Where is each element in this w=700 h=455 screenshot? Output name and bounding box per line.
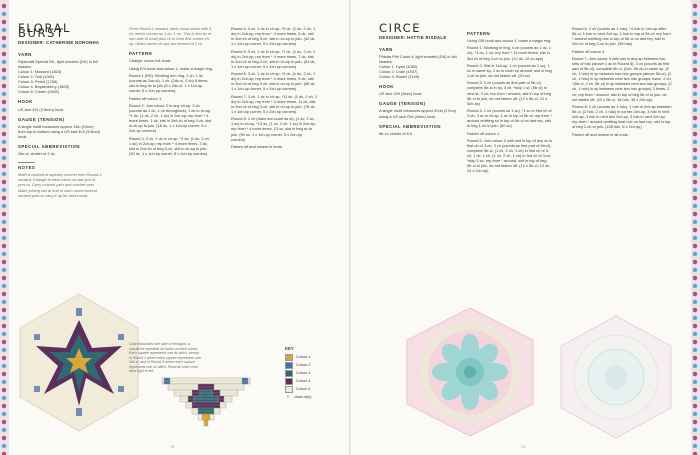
pattern-instruction: Round 5: Join colour 2 with slst in top of any sc in first ch of 3-ch, 3 ch (counts as first part of 5tr-cl), complete 5tr-cl, (1 ch, 2 ch, 1 ch) in first ch of 3-ch, 1 dc, 1 ch, (1 ch, 2 ch, 1 ch) in 3rd ch of 3-ch, *skip 3 sc, rep from * around, slst in top of beg 5tr-cl to join, do not fasten off. (12 x 5tr-cl, 12 dc, 24 x 2ch-sp)	[467, 137, 553, 174]
hook-text: US size E/4 (3.5mm) hook	[18, 106, 64, 112]
swatch-colour-4	[285, 378, 293, 385]
colour-chart	[158, 376, 254, 432]
gauge-text: A single motif measures approx 11in (19cm) from top to bottom using a US size E/4 (3.5mm) hook.	[18, 123, 101, 139]
yarn-line: Colour 1: Mustard (1823)	[18, 68, 62, 74]
pattern-instruction: Round 8: 1 ch (does not count as st), (1 sc, 2 sc, 1 sc) in ch-sp, *13 sc, (1 sc, 2 ch, 1 sc) in 2ch-sp; rep from * 4 more times, 13 sc, slst in beg sc to join. (90 sc, 1 x 1ch-sp corner, 5 x 2ch-sp corners)	[231, 116, 316, 142]
yarn-line: Colour 3: Rosee (1149)	[379, 74, 420, 80]
designer-credit: DESIGNER: HATTIE RISDALE	[379, 35, 447, 41]
gauge-text: A single motif measures approx 6¾in (17cm) using a US size G/6 (4mm) hook.	[379, 108, 456, 119]
key-item	[285, 353, 335, 361]
pattern-instruction: Round 7: 3 ch, 1 dc in ch-sp, *11 dc, (1 dc, 2 ch, 1 dc) in 2ch-sp; rep from * 4 more times, 11 dc, slst in 2nd ch of beg 3-ch, slst in ch-sp to join. (78 dc, 1 x 1ch-sp corner, 5 x 2ch-sp corners)	[231, 93, 318, 114]
pattern-instruction: Round 4: 1 ch (counts as 1 sc), *1 sc in first ch of 3-ch, 3 sc in ch-sp, 1 sc in top of 5tr-cl; rep from * around omitting sc in top of 5tr-cl on last rep, slst in beg 1-ch to join. (60 sc)	[467, 107, 552, 129]
key-item	[285, 361, 335, 369]
special-abbreviation-heading: SPECIAL ABBREVIATION	[18, 144, 80, 149]
pattern-heading: PATTERN	[467, 31, 491, 36]
yarn-list	[379, 54, 463, 79]
pattern-instruction: Using G/6 hook and colour 1, make a magic ring.	[467, 38, 552, 44]
pattern-instruction: Fasten off colour 1.	[467, 130, 501, 136]
pattern-instruction: Round 1: Working in ring, 4 ch (counts as 1 dc, 1 ch), *1 dc, 1 ch; rep from * 11 more times, slst in 3rd ch of beg 4-ch to join. (12 dc, 12 ch-sps)	[467, 45, 552, 61]
yarn-line: Colour 4: Boysenberry (1828)	[18, 84, 70, 90]
right-page	[351, 0, 700, 455]
yarn-line: Colour 3: Petrol (1708)	[18, 79, 58, 85]
pattern-instruction: Round 6: 2 ch (counts as 1 hdc), *4 hdc in 2ch-sp after 5tr-cl, 1 hdc in next 2ch-sp, 1 hdc in top of 5tr-cl; rep from * around omitting hdc in top of 5tr-cl on last rep, slst in 2nd ch of beg 2-ch to join. (96 hdc)	[572, 26, 671, 47]
pattern-instruction: Fasten off and weave in all ends.	[572, 131, 629, 137]
page-number: 70	[170, 445, 175, 449]
swatch-colour-2	[285, 362, 293, 369]
pattern-instruction: Using E/4 hook and colour 1, make a magic ring.	[129, 65, 213, 71]
chart-key	[285, 346, 335, 401]
key-item	[285, 377, 335, 385]
yarn-heading: YARN	[18, 51, 32, 57]
page-number: 71	[521, 445, 526, 449]
left-column-3	[231, 26, 317, 151]
key-item	[285, 393, 335, 401]
right-column-1	[379, 21, 463, 136]
designer-credit: DESIGNER: CATHERINE NORONHA	[18, 40, 100, 46]
right-column-3	[572, 26, 672, 139]
yarn-line: Colour 1: Cyan (1082)	[379, 63, 418, 69]
pattern-instruction: Change colour foll chart.	[129, 58, 172, 64]
special-abbreviation-heading: SPECIAL ABBREVIATION	[379, 123, 441, 129]
chart-note: Chart illustrates one side of hexagon; is should be repeated six times on each round. Each square represents one dc stitch, except in Round 1 where each square represents one 2dc-cl, and in Round 8 where each square represents one sc stitch. Read all chart rows from right to left.	[129, 342, 201, 373]
pattern-instruction: Round 7: Join colour 3 with slst in any sp between two sets of hdc (above 1 dc in Round 5), 3 ch (counts as first part of 5tr-cl), complete 5tr-cl, (2ch, 5tr-cl) in same sp, (2 ch, 1 hdc) in sp between two hdc groups (above 5tr-cl), (2 ch, 1 hdc) in sp between next two hdc groups; twice, 2 ch, *(5tr-cl, 2 ch, 5tr-cl) in sp between next two hdc groups, (2 ch, 1 hdc) in sp between next two hdc groups) 3 times, 2 ch; rep from * around, slst in top of beg 5tr-cl to join, do not fasten off. (12 x 5tr-cl, 16 hdc, 36 x 2ch-sp)	[572, 55, 672, 102]
hook-heading: HOOK	[18, 99, 33, 105]
key-item	[285, 385, 335, 393]
pattern-instruction: Fasten off and weave in ends.	[231, 143, 283, 149]
pattern-title: FLORAL BURST	[18, 21, 72, 41]
yarn-line: Phildar Phil Coton 4, light worsted (DK) in foll shades:	[379, 53, 457, 64]
swatch-colour-5	[285, 386, 293, 393]
left-decorative-border	[0, 0, 9, 455]
pattern-instruction: Round 4: 3 ch, 1 dc in ch-sp, *5 dc, (1 dc, 2 ch, 1 dc) in 2ch-sp; rep from * 4 more times, 5 dc, slst in 2nd ch of beg 3-ch, slst in ch-sp to join. (42 dc, 1 x 1ch-sp corner, 5 x 2ch-sp corners)	[231, 26, 316, 47]
chain-symbol-icon: ○	[286, 393, 290, 400]
key-label: Colour 5	[296, 386, 311, 391]
left-column-2	[129, 26, 213, 158]
pattern-instruction: Fasten off colour 2.	[572, 48, 606, 54]
key-title: KEY	[285, 346, 294, 351]
yarn-line: Stylecraft Special DK, light worsted (DK) in foll shades:	[18, 58, 98, 69]
special-abbreviation-text: 5tr-cl, cluster of 5 tr	[379, 130, 413, 136]
pattern-title: CIRCE	[379, 21, 422, 35]
pattern-instruction: Round 8: 2 ch (counts as 1 hdc), 1 hdc in 2ch-sp between 5tr-cl, (2 hdc, 2 ch, 1 hdc) in corner 2ch-sp, 3 hdc in next 2ch-sp, 4 hdc in next two 2ch-sp, 3 hdc in next 2ch-sp; rep from * around omitting final hdc on last rep, slst in top of beg 2-ch to join. (108 hdc, 6 x 2ch-sp)	[572, 103, 672, 130]
pattern-instruction: Round 2: Slst in 1ch-sp, 1 ch (counts as 1 sc), 1 sc in same sp, 2 sc in each sp around, slst in beg 1-ch to join, do not fasten off. (24 sc)	[467, 62, 552, 79]
yarn-line: Colour 2: Teal (1062)	[18, 74, 55, 80]
floral-burst-motif-photo	[14, 290, 144, 435]
gauge-heading: GAUGE (TENSION)	[18, 116, 65, 122]
circe-second-motif-photo	[551, 312, 681, 442]
yarn-line: Colour 2: Craie (1937)	[379, 68, 418, 74]
left-page	[0, 0, 349, 455]
pattern-instruction: Round 2: Join colour 2 to any ch-sp, 3 ch (counts as 1 dc, 1 ch throughout), 1 dc in ch-sp, *1 dc, (1 dc, 2 ch, 1 dc) in 2ch-sp; rep from * 4 more times, 1 dc, slst in 2nd ch of beg 3-ch, slst in ch-sp to join. (18 dc, 1 x 1ch-sp corner, 5 x 2ch-sp corners)	[129, 102, 212, 134]
pattern-instruction: Round 3: 3 ch, 1 dc in ch-sp, *3 dc, (1 dc, 2 ch, 1 dc) in 2ch-sp; rep from * 4 more times, 3 dc, slst in 2nd ch of beg 3-ch, slst in ch-sp to join. (30 dc, 1 x 1ch-sp corner, 5 x 2ch-sp corners)	[129, 135, 210, 156]
right-decorative-border	[691, 0, 700, 455]
left-column-1	[18, 21, 102, 198]
pattern-instruction: Fasten off colour 1.	[129, 95, 163, 101]
pattern-instruction: Round 5: 3 ch, 1 dc in ch-sp, *7 dc, (1 dc, 2 ch, 1 dc) in 2ch-sp; rep from * 4 more times, 7 dc, slst in 2nd ch of beg 3-ch, slst in ch-sp to join. (54 dc, 1 x 1ch-sp corner, 5 x 2ch-sp corners)	[231, 48, 316, 69]
yarn-line: Colour 5: Cream (1005)	[18, 89, 59, 95]
right-column-2	[467, 26, 553, 176]
notes-heading: NOTES	[18, 162, 35, 170]
hook-heading: HOOK	[379, 84, 394, 90]
pattern-instruction: Round 3: 3 ch (counts as first part of 5tr-cl) complete 5tr-cl in sp, 3 ch, *skip 1 st, (5tr-cl) in next st, 3 ch; rep from * around, slst in top of beg 5tr-cl to join, do not fasten off. (12 x 5tr-cl, 12 x 3ch-sp)	[467, 80, 551, 106]
swatch-colour-1	[285, 354, 293, 361]
yarn-list	[18, 59, 102, 95]
key-item	[285, 369, 335, 377]
hook-text: US size G/6 (4mm) hook	[379, 91, 422, 97]
yarn-heading: YARN	[379, 46, 393, 52]
key-label: Colour 3	[296, 370, 311, 375]
circe-motif-photo	[375, 300, 555, 440]
key-label: Colour 2	[296, 362, 311, 367]
special-abbreviation-text: 2dc-cl, cluster of 2 dc	[18, 151, 55, 157]
notes-text: Motif is worked in tapestry crochet from Round 3 onward. Change to next colour on last yoh of prev st. Carry unused yarn and crochet over. Make joining slst at end of each round around unused yarn to carry it up for next round.	[18, 172, 102, 198]
swatch-colour-3	[285, 370, 293, 377]
key-label: Colour 1	[296, 354, 311, 359]
pattern-intro-note: From Round 2 onward, each round starts with 3 ch, which counts as 1 dc, 1 ch. This is first dc of one side of motif plus ch to form first corner ch-sp. Other corner ch-sps are formed of 2 ch.	[129, 26, 212, 47]
key-label: chain st(s)	[294, 394, 312, 399]
gauge-heading: GAUGE (TENSION)	[379, 101, 426, 107]
pattern-instruction: Round 1 (RS): Working into ring, 2 ch, 1 dc (counts as 2dc-cl), 1 ch, (2dc-cl, 2 ch) 5 times, slst in beg dc to join (6 x 2dc-cl, 1 x 1ch-sp corner, 5 x 2ch-sp corners).	[129, 73, 209, 94]
pattern-heading: PATTERN	[129, 51, 153, 57]
pattern-instruction: Round 6: 3 ch, 1 dc in ch-sp, *9 dc, (1 dc, 2 ch, 1 dc) in 2ch-sp; rep from * 4 more times, 9 dc, slst in 2nd ch of beg 3-ch, slst in ch-sp to join. (66 dc, 1 x 1ch-sp corner, 5 x 2ch-sp corners)	[231, 71, 316, 92]
key-label: Colour 4	[296, 378, 311, 383]
